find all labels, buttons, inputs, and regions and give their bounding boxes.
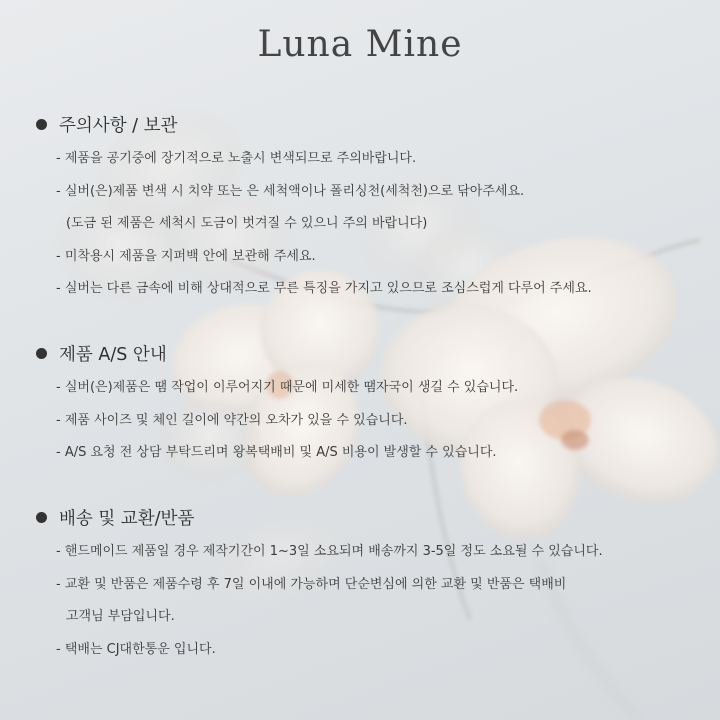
info-line: - 실버(은)제품은 땜 작업이 이루어지기 때문에 미세한 땜자국이 생길 수 있습니다. — [56, 380, 519, 395]
section-title: 배송 및 교환/반품 — [59, 508, 195, 529]
section-header — [36, 504, 696, 530]
info-line: - 교환 및 반품은 제품수령 후 7일 이내에 가능하며 단순변심에 의한 교환 및 반품은 택배비 — [56, 576, 567, 592]
info-line: - 택배는 CJ대한통운 입니다. — [56, 641, 216, 657]
brand-title: Luna Mine — [257, 24, 463, 65]
info-line: - 제품을 공기중에 장기적으로 노출시 변색되므로 주의바랍니다. — [56, 151, 417, 166]
section-header — [36, 340, 696, 366]
info-line: - 실버는 다른 금속에 비해 상대적으로 무른 특징을 가지고 있으므로 조심스럽게 다루어 주세요. — [56, 281, 592, 296]
info-line: - 실버(은)제품 변색 시 치약 또는 은 세척액이나 폴리싱천(세척천)으로 닦아주세요. — [56, 183, 525, 199]
info-line: - A/S 요청 전 상담 부탁드리며 왕복택배비 및 A/S 비용이 발생할 수 있습니다. — [56, 445, 497, 460]
section-care-storage — [36, 111, 696, 306]
bullet-icon — [36, 348, 47, 359]
info-line: 고객님 부담입니다. — [66, 609, 175, 624]
info-line: - 제품 사이즈 및 체인 길이에 약간의 오차가 있을 수 있습니다. — [56, 412, 408, 428]
section-header — [36, 111, 696, 137]
info-line: - 미착용시 제품을 지퍼백 안에 보관해 주세요. — [56, 248, 316, 264]
section-as-info — [36, 340, 696, 470]
info-line: (도금 된 제품은 세척시 도금이 벗겨질 수 있으니 주의 바랍니다) — [66, 216, 428, 231]
section-title: 제품 A/S 안내 — [59, 344, 167, 365]
section-shipping-returns — [36, 504, 696, 666]
section-title: 주의사항 / 보관 — [59, 115, 178, 136]
bullet-icon — [36, 119, 47, 130]
info-line: - 핸드메이드 제품일 경우 제작기간이 1~3일 소요되며 배송까지 3-5일 정도 소요될 수 있습니다. — [56, 544, 603, 559]
bullet-icon — [36, 512, 47, 523]
